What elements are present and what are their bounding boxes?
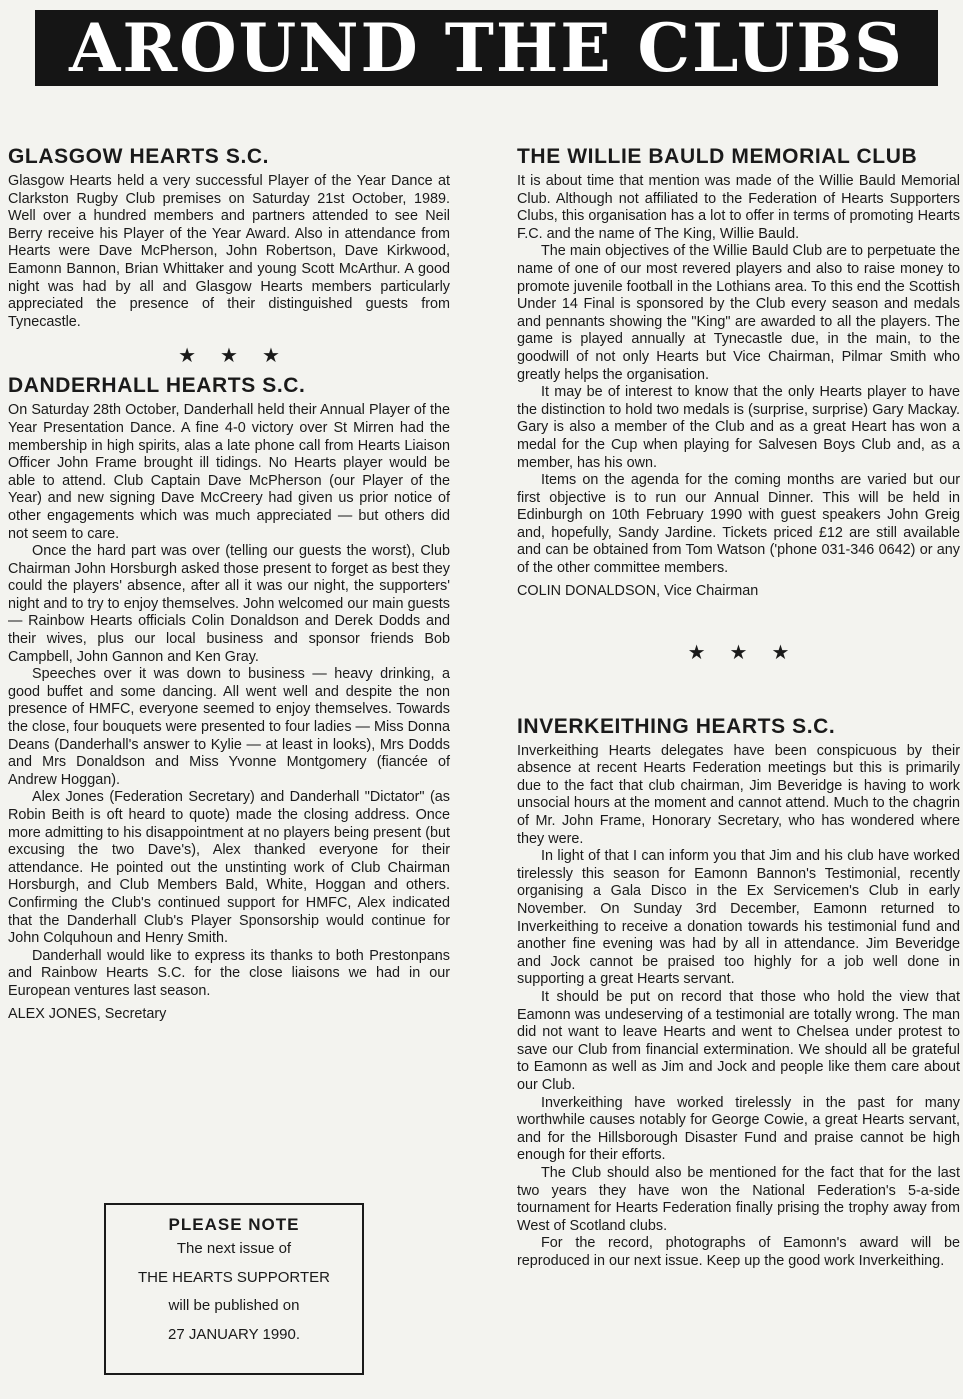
article-paragraph: Speeches over it was down to business — heavy drinking, a good buffet and some dancing. All went well and despite the non presence of HMFC, everyone seemed to enjoy themselves. Towards the close, four bouquets were presented to four ladies — Miss Donna Deans (Danderhall's answer to Kylie — at least in looks), Mrs Dodds and Mrs Donaldson and Miss Yvonne Montgomery (fiancée of Andrew Hoggan). (8, 666, 450, 788)
notice-box (104, 1203, 364, 1375)
article-paragraph: Alex Jones (Federation Secretary) and Danderhall "Dictator" (as Robin Beith is oft heard to quote) made the closing address. Once more admitting to his disappointment at no players being present (but excusing the two Dave's), Alex thanked everyone for their attendance. He pointed out the unstinting work of Club Chairman Horsburgh, and Club Members Bald, White, Hoggan and others. Confirming the Club's continued support for HMFC, Alex indicated that the Danderhall Club's Player Sponsorship would continue for John Colquhoun and Henry Smith. (8, 789, 450, 947)
article-paragraph: It is about time that mention was made of the Willie Bauld Memorial Club. Although not affiliated to the Federation of Hearts Supporters Clubs, this organisation has a lot to offer in terms of promoting Hearts F.C. and the name of The King, Willie Bauld. (517, 173, 960, 242)
star-separator: ★★★ (178, 345, 304, 368)
article-danderhall (8, 374, 450, 1022)
article-paragraph: Items on the agenda for the coming months are varied but our first objective is to run our Annual Dinner. This will be held in Edinburgh on 10th February 1990 with guest speakers John Greig and, hopefully, Sandy Jardine. Tickets priced £12 are still available and can be obtained from Tom Watson ('phone 031-346 0642) or any of the other committee members. (517, 472, 960, 577)
page-banner (35, 10, 938, 86)
left-column (8, 145, 450, 1023)
article-glasgow (8, 145, 450, 331)
article-heading: GLASGOW HEARTS S.C. (8, 145, 270, 168)
article-paragraph: The Club should also be mentioned for the fact that for the last two years they have won the National Federation's 5-a-side tournament for Hearts Federation finally prising the trophy away from West of Scotland clubs. (517, 1164, 960, 1234)
article-paragraph: Glasgow Hearts held a very successful Player of the Year Dance at Clarkston Rugby Club premises on Saturday 21st October, 1989. Well over a hundred members and partners attended to see Neil Berry receive his Player of the Year Award. Also in attendance from Hearts were Dave McPherson, John Robertson, Dave Kirkwood, Eamonn Bannon, Brian Whittaker and young Scott McArthur. A good night was had by all and Glasgow Hearts members particularly appreciated the presence of their distinguished guests from Tynecastle. (8, 173, 450, 330)
article-heading: DANDERHALL HEARTS S.C. (8, 374, 306, 398)
article-paragraph: Inverkeithing have worked tirelessly in the past for many worthwhile causes notably for George Cowie, a great Hearts servant, and for the Hillsborough Disaster Fund and praise cannot be high enough for their efforts. (517, 1094, 960, 1164)
article-signature: COLIN DONALDSON, Vice Chairman (517, 582, 759, 599)
article-signature: ALEX JONES, Secretary (8, 1005, 167, 1022)
page-title: AROUND THE CLUBS (69, 9, 904, 87)
notice-line: THE HEARTS SUPPORTER (138, 1268, 330, 1286)
article-paragraph: Inverkeithing Hearts delegates have been conspicuous by their absence at recent Hearts Federation meetings but this is primarily due to the fact that club chairman, Jim Beveridge is having to work unsocial hours at the moment and cannot attend. Much to the chagrin of Mr. John Frame, Honorary Secretary, who has wondered where they were. (517, 742, 960, 847)
article-paragraph: In light of that I can inform you that Jim and his club have worked tirelessly this season for Eamonn Bannon's Testimonial, recently organising a Gala Disco in the Ex Servicemen's Club in early November. On Sunday 3rd December, Eamonn returned to Inverkeithing to receive a donation towards his testimonial fund and another fine evening was had by all in attendance. Jim Beveridge and Jock cannot be praised too highly for a job well done in supporting a great Hearts servant. (517, 848, 960, 988)
article-paragraph: For the record, photographs of Eamonn's award will be reproduced in our next issue. Keep up the good work Inverkeithing. (517, 1235, 960, 1269)
article-willie-bauld (517, 145, 960, 600)
notice-line: 27 JANUARY 1990. (167, 1325, 301, 1343)
star-separator: ★★★ (687, 641, 814, 664)
article-paragraph: The main objectives of the Willie Bauld Club are to perpetuate the name of one of our most revered players and also to raise money to promote juvenile football in the Lothians area. To this end the Scottish Under 14 Final is sponsored by the Club every season and medals and pennants showing the "King" are awarded to all the players. The game is played annually at Tynecastle due, in the main, to the goodwill of not only Hearts but Vice Chairman, Pilmar Smith who greatly helps the organisation. (517, 243, 960, 383)
right-column (517, 145, 960, 1270)
article-heading: INVERKEITHING HEARTS S.C. (517, 714, 836, 738)
article-paragraph: Once the hard part was over (telling our guests the worst), Club Chairman John Horsburgh asked those present to forget as best they could the players' absence, after all it was our night, the supporters' night and to try to enjoy themselves. John welcomed our main guests — Rainbow Hearts officials Colin Donaldson and Derek Dodds and their wives, plus our local business and sponsor friends Bob Campbell, John Gannon and Ken Gray. (8, 543, 450, 665)
article-paragraph: On Saturday 28th October, Danderhall held their Annual Player of the Year Presentation Dance. A fine 4-0 victory over St Mirren had the membership in high spirits, alas a late phone call from Hearts Liaison Officer John Frame brought ill tidings. No Hearts player would be able to attend. Club Captain Dave McPherson (our Player of the Year) and new signing Dave McCreery had given us prior notice of other engagements which was much appreciated — but others did not seem to care. (8, 402, 450, 542)
article-heading: THE WILLIE BAULD MEMORIAL CLUB (517, 145, 918, 168)
article-paragraph: It may be of interest to know that the only Hearts player to have the distinction to hold two medals is (surprise, surprise) Gary Mackay. Gary is also a member of the Club and as a great Heart has won a medal for the Cup when playing for Salvesen Boys Club and, as a member, has his own. (517, 384, 960, 471)
article-paragraph: Danderhall would like to express its thanks to both Prestonpans and Rainbow Hearts S.C. for the close liaisons we had in our European ventures last season. (8, 947, 450, 999)
notice-line: will be published on (168, 1297, 300, 1314)
article-paragraph: It should be put on record that those who hold the view that Eamonn was undeserving of a testimonial are totally wrong. The man did not want to leave Hearts and went to Chelsea under protest to save our Club from financial extermination. We should all be grateful to Eamonn as well as Jim and Jock and people like them care about our Club. (517, 988, 960, 1093)
article-inverkeithing (517, 715, 960, 1271)
notice-line: The next issue of (176, 1240, 292, 1257)
notice-title: PLEASE NOTE (168, 1215, 300, 1234)
